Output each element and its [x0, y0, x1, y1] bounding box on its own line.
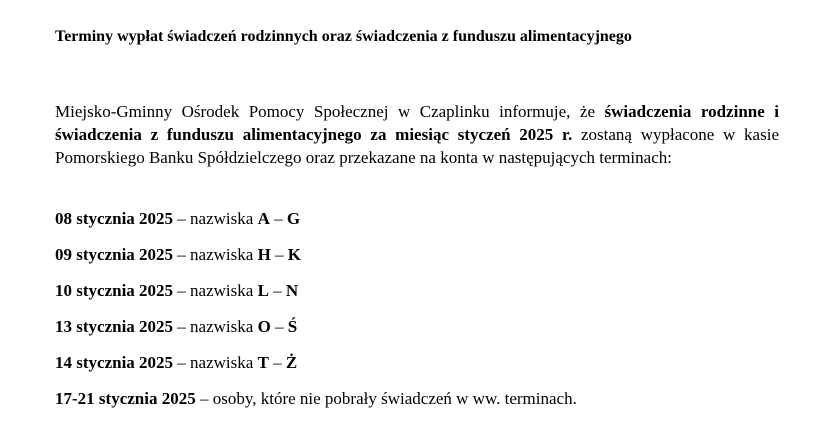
intro-text-end: zostaną wypłacone w kasie Pomorskiego Banku Spółdzielczego oraz przekazane na konta w następujących terminach:	[55, 125, 779, 167]
schedule-final-text: – osoby, które nie pobrały świadczeń w ww. terminach.	[195, 389, 577, 408]
intro-paragraph	[55, 100, 779, 169]
surname-from: T	[257, 353, 269, 372]
surname-sep: –	[269, 209, 287, 228]
schedule-dash: – nazwiska	[173, 353, 258, 372]
document-title: Terminy wypłat świadczeń rodzinnych oraz świadczenia z funduszu alimentacyjnego	[55, 28, 632, 45]
surname-from: H	[257, 245, 271, 264]
schedule-item	[55, 351, 779, 374]
surname-from: O	[257, 317, 271, 336]
schedule-date: 17-21 stycznia 2025	[55, 389, 196, 408]
surname-to: K	[287, 245, 302, 264]
schedule-item	[55, 207, 779, 230]
schedule-date: 09 stycznia 2025	[55, 245, 174, 264]
schedule-date: 13 stycznia 2025	[55, 317, 174, 336]
surname-sep: –	[268, 353, 286, 372]
schedule-dash: – nazwiska	[173, 209, 258, 228]
schedule-item	[55, 279, 779, 302]
surname-sep: –	[270, 317, 288, 336]
payment-schedule	[55, 207, 779, 410]
schedule-date: 10 stycznia 2025	[55, 281, 174, 300]
intro-text-bold: świadczenia rodzinne i świadczenia z funduszu alimentacyjnego za miesiąc styczeń 2025 r.	[55, 102, 779, 144]
schedule-date: 14 stycznia 2025	[55, 353, 174, 372]
intro-text-start: Miejsko-Gminny Ośrodek Pomocy Społecznej w Czaplinku informuje, że	[55, 102, 605, 121]
schedule-item	[55, 315, 779, 338]
surname-to: Ż	[285, 353, 298, 372]
surname-sep: –	[268, 281, 286, 300]
surname-to: N	[285, 281, 299, 300]
surname-from: A	[257, 209, 270, 228]
schedule-date: 08 stycznia 2025	[55, 209, 174, 228]
surname-from: L	[257, 281, 269, 300]
schedule-item-final	[55, 387, 779, 410]
surname-to: Ś	[287, 317, 298, 336]
schedule-dash: – nazwiska	[173, 245, 258, 264]
surname-sep: –	[270, 245, 288, 264]
schedule-dash: – nazwiska	[173, 281, 258, 300]
schedule-dash: – nazwiska	[173, 317, 258, 336]
surname-to: G	[286, 209, 301, 228]
schedule-item	[55, 243, 779, 266]
